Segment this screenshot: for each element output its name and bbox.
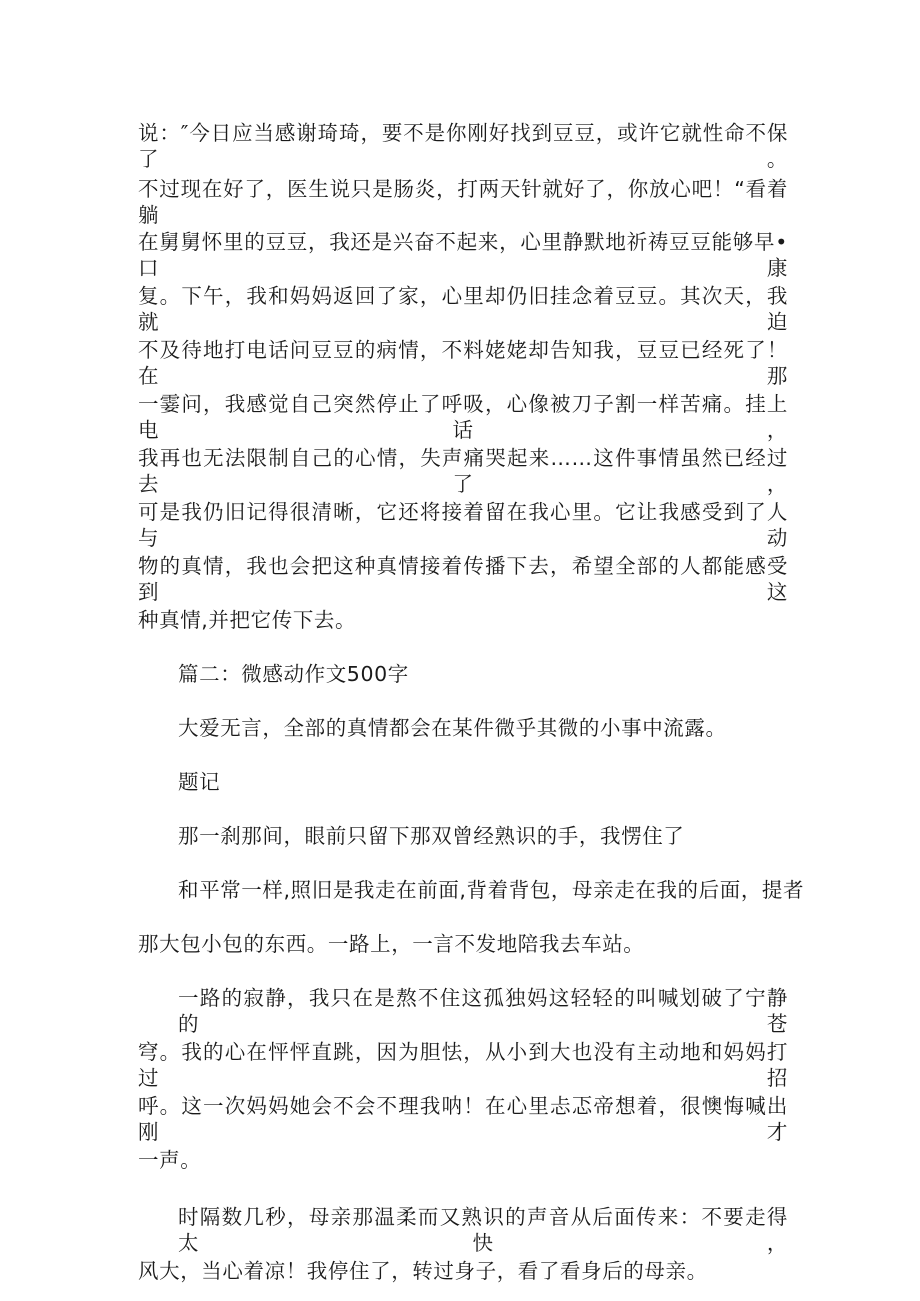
body-text-line: 穹。我的心在怦怦直跳，因为胆怯，从小到大也没有主动地和妈妈打过招: [138, 1040, 788, 1090]
body-text-line: 在舅舅怀里的豆豆，我还是兴奋不起来，心里静默地祈祷豆豆能够早•口康: [138, 230, 788, 280]
body-text-line: 那一刹那间，眼前只留下那双曾经熟识的手，我愣住了: [178, 824, 685, 848]
epigraph-label: 题记: [178, 770, 221, 794]
body-text-line: 复。下午，我和妈妈返回了家，心里却仍旧挂念着豆豆。其次天，我就迫: [138, 284, 788, 334]
body-text-line: 不及待地打电话问豆豆的病情，不料姥姥却告知我，豆豆已经死了！在那: [138, 338, 788, 388]
body-text-line: 和平常一样,照旧是我走在前面,背着背包，母亲走在我的后面，提者: [178, 878, 805, 902]
epigraph-text: 大爱无言，全部的真情都会在某件微乎其微的小事中流露。: [178, 716, 727, 740]
body-text-line: 不过现在好了，医生说只是肠炎，打两天针就好了，你放心吧！“看着躺: [138, 177, 788, 227]
body-text-line: 时隔数几秒，母亲那温柔而又熟识的声音从后面传来：不要走得太快，: [178, 1205, 788, 1255]
body-text-line: 一声。: [138, 1148, 202, 1172]
body-text-line: 风大，当心着凉！我停住了，转过身子，看了看身后的母亲。: [138, 1259, 708, 1283]
body-text-line: 可是我仍旧记得很清晰，它还将接着留在我心里。它让我感受到了人与动: [138, 500, 788, 550]
body-text-line: 我再也无法限制自己的心情，失声痛哭起来……这件事情虽然已经过去了，: [138, 446, 788, 496]
body-text-line: 那大包小包的东西。一路上，一言不发地陪我去车站。: [138, 932, 645, 956]
body-text-line: 呼。这一次妈妈她会不会不理我呐！在心里忐忑帝想着，很懊悔喊出刚才: [138, 1094, 788, 1144]
body-text-line: 说：″今日应当感谢琦琦，要不是你刚好找到豆豆，或许它就性命不保了。: [138, 121, 788, 171]
body-text-line: 一霎问，我感觉自己突然停止了呼吸，心像被刀子割一样苦痛。挂上电话，: [138, 392, 788, 442]
body-text-line: 一路的寂静，我只在是熬不住这孤独妈这轻轻的叫喊划破了宁静的苍: [178, 986, 788, 1036]
body-text-line: 种真情,并把它传下去。: [138, 608, 357, 632]
body-text-line: 物的真情，我也会把这种真情接着传播下去，希望全部的人都能感受到这: [138, 554, 788, 604]
section-heading: 篇二：微感动作文500字: [178, 662, 409, 686]
